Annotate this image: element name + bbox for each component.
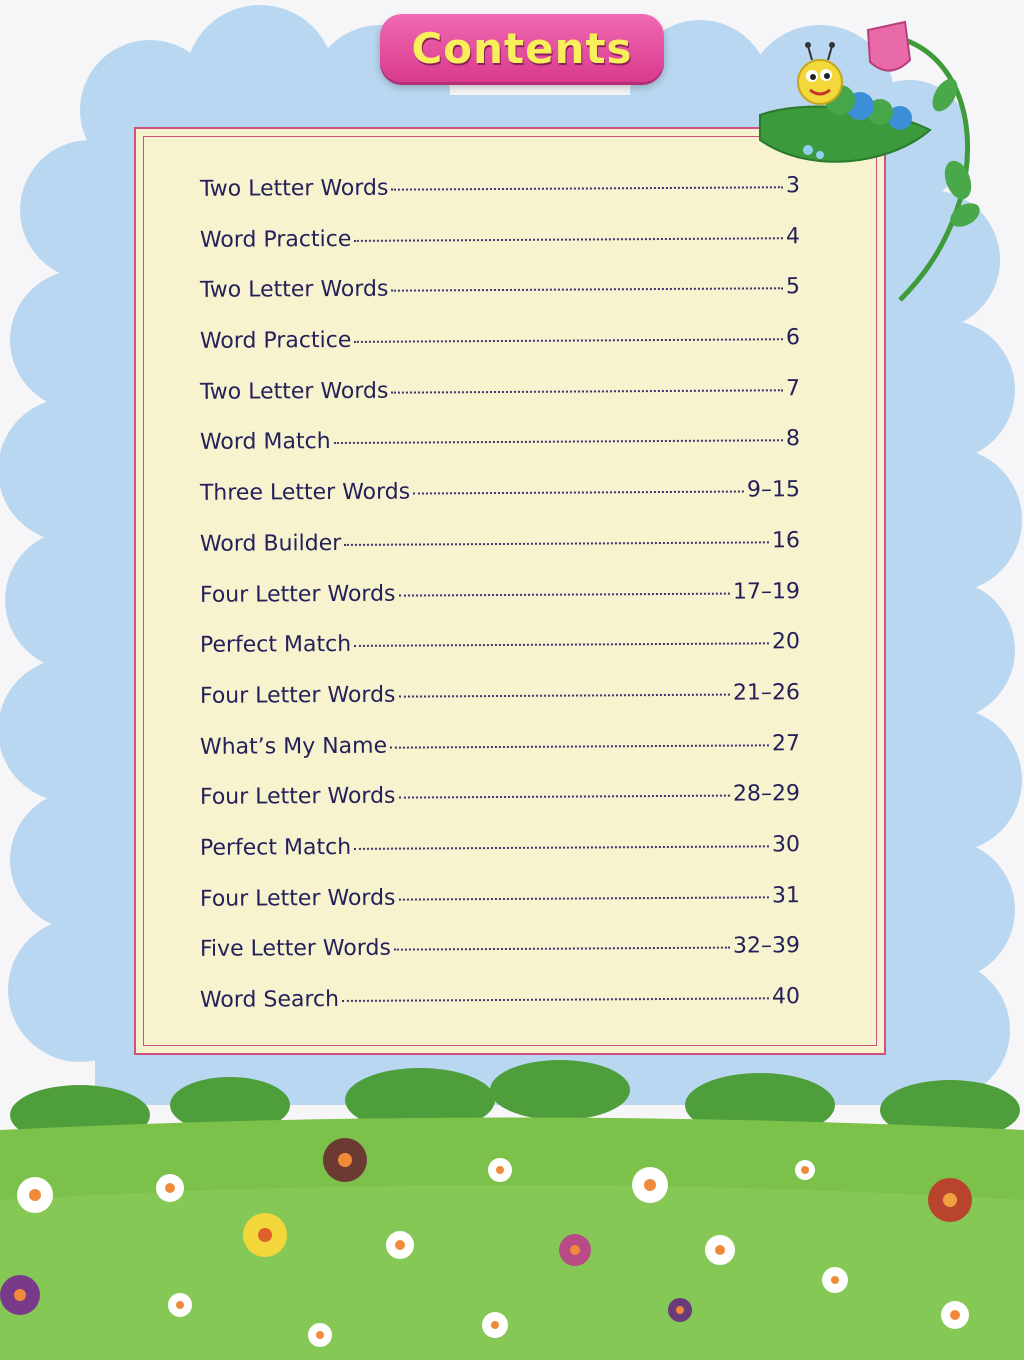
toc-entry-label: Perfect Match xyxy=(199,632,352,659)
toc-entry-label: Word Builder xyxy=(199,530,342,557)
toc-entry-page: 21–26 xyxy=(732,680,800,706)
toc-entry-page: 30 xyxy=(771,832,800,858)
toc-entry-page: 31 xyxy=(771,882,800,908)
toc-entry-page: 8 xyxy=(785,426,800,452)
toc-entry-label: Word Practice xyxy=(199,226,352,253)
toc-entry-page: 5 xyxy=(785,274,800,300)
toc-entry-page: 3 xyxy=(785,173,800,199)
toc-entry-page: 28–29 xyxy=(732,781,800,807)
toc-entry-page: 40 xyxy=(771,984,800,1010)
page-title: Contents xyxy=(411,23,633,73)
toc-entry-label: Four Letter Words xyxy=(199,682,396,709)
toc-entry-page: 16 xyxy=(771,527,800,554)
toc-entry-page: 17–19 xyxy=(732,578,800,605)
toc-entry-page: 7 xyxy=(785,375,800,402)
toc-entry-page: 27 xyxy=(771,730,800,756)
toc-entry-label: What’s My Name xyxy=(199,733,388,760)
toc-entry-label: Five Letter Words xyxy=(199,935,391,963)
toc-entry-page: 9–15 xyxy=(746,477,800,503)
toc-entry-label: Two Letter Words xyxy=(199,277,389,304)
toc-entry-label: Four Letter Words xyxy=(199,783,396,811)
toc-entry-label: Word Practice xyxy=(199,327,352,354)
toc-entry-label: Two Letter Words xyxy=(199,175,389,202)
toc-entry-page: 6 xyxy=(785,325,800,351)
toc-entry-label: Word Match xyxy=(199,429,331,456)
toc-entry-label: Two Letter Words xyxy=(199,378,389,405)
toc-entry-page: 4 xyxy=(785,223,800,249)
toc-entry-page: 20 xyxy=(771,629,800,655)
toc-entry-label: Perfect Match xyxy=(199,834,352,861)
toc-entry-label: Four Letter Words xyxy=(199,885,396,912)
toc-entry-label: Three Letter Words xyxy=(199,479,411,506)
toc-entry-label: Word Search xyxy=(199,986,340,1013)
toc-entry-label: Four Letter Words xyxy=(199,581,396,608)
toc-entry-page: 32–39 xyxy=(732,933,800,959)
